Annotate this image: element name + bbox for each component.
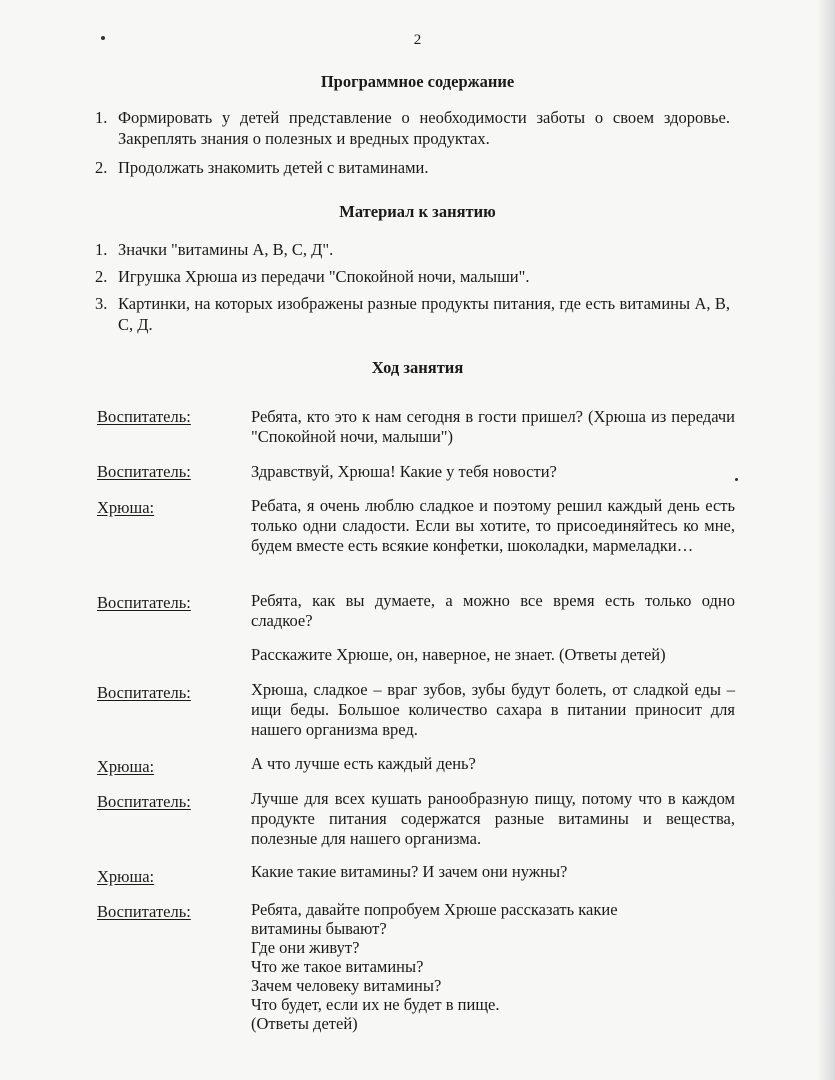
dialogue-speaker: Воспитатель: [97, 683, 191, 702]
program-list [95, 107, 730, 178]
dialogue-text: Ребата, я очень люблю сладкое и поэтому решил каждый день есть только одни сладости. Если вы хотите, то присоединяйтесь ко мне, будем вместе есть всякие конфетки, шоколадки, мармеладки… [251, 496, 735, 555]
dialogue-text: Лучше для всех кушать ранообразную пищу, потому что в каждом продукте питания содержатся разные витамины и вещества, полезные для нашего организма. [251, 789, 735, 848]
scan-speck [735, 478, 738, 481]
dialogue-speaker: Воспитатель: [97, 462, 191, 481]
dialogue-speaker: Воспитатель: [97, 902, 191, 921]
dialogue-text [251, 900, 735, 1033]
dialogue-line: витамины бывают? [251, 919, 387, 938]
list-item [95, 293, 730, 335]
list-text: Игрушка Хрюша из передачи "Спокойной ночи, малыши". [118, 267, 530, 286]
list-number: 2. [95, 267, 108, 286]
list-number: 1. [95, 108, 108, 127]
dialogue-text: А что лучше есть каждый день? [251, 754, 476, 773]
dialogue-speaker: Воспитатель: [97, 593, 191, 612]
list-number: 2. [95, 158, 108, 177]
list-text: Формировать у детей представление о необходимости заботы о своем здоровье. Закреплять знания о полезных и вредных продуктах. [118, 108, 730, 148]
dialogue-line: (Ответы детей) [251, 1014, 358, 1033]
dialogue-speaker: Хрюша: [97, 867, 155, 886]
dialogue-text: Здравствуй, Хрюша! Какие у тебя новости? [251, 462, 557, 481]
list-number: 3. [95, 294, 108, 313]
dialogue-speaker: Воспитатель: [97, 792, 191, 811]
dialogue-speaker: Воспитатель: [97, 407, 191, 426]
list-text: Картинки, на которых изображены разные продукты питания, где есть витамины А, В, С, Д. [118, 294, 730, 334]
list-text: Значки "витамины А, В, С, Д". [118, 240, 334, 259]
dialogue-text: Ребята, как вы думаете, а можно все время есть только одно сладкое? [251, 591, 735, 630]
dialogue-line: Зачем человеку витамины? [251, 976, 442, 995]
material-heading: Материал к занятию [339, 202, 496, 221]
page-edge-shadow [817, 0, 835, 1080]
list-item [95, 157, 730, 178]
list-number: 1. [95, 240, 108, 259]
dialogue-line: Где они живут? [251, 938, 360, 957]
dialogue-line: Что будет, если их не будет в пище. [251, 995, 500, 1014]
dialogue-line: Ребята, давайте попробуем Хрюше рассказать какие [251, 900, 618, 919]
list-item [95, 266, 730, 287]
material-list [95, 239, 730, 335]
dialogue-line: Что же такое витамины? [251, 957, 424, 976]
dialogue-text: Какие такие витамины? И зачем они нужны? [251, 862, 568, 881]
dialogue-text: Хрюша, сладкое – враг зубов, зубы будут болеть, от сладкой еды – ищи беды. Большое количество сахара в питании приносит для нашего организма вред. [251, 680, 735, 739]
dialogue-text: Расскажите Хрюше, он, наверное, не знает. (Ответы детей) [251, 645, 666, 664]
list-item [95, 239, 730, 260]
lesson-heading: Ход занятия [371, 358, 464, 377]
dialogue-text: Ребята, кто это к нам сегодня в гости пришел? (Хрюша из передачи "Спокойной ночи, малыши") [251, 407, 735, 446]
list-text: Продолжать знакомить детей с витаминами. [118, 158, 429, 177]
page-number: 2 [413, 32, 422, 48]
dialogue-speaker: Хрюша: [97, 498, 155, 517]
list-item [95, 107, 730, 149]
program-heading: Программное содержание [320, 72, 515, 91]
dialogue-speaker: Хрюша: [97, 757, 155, 776]
